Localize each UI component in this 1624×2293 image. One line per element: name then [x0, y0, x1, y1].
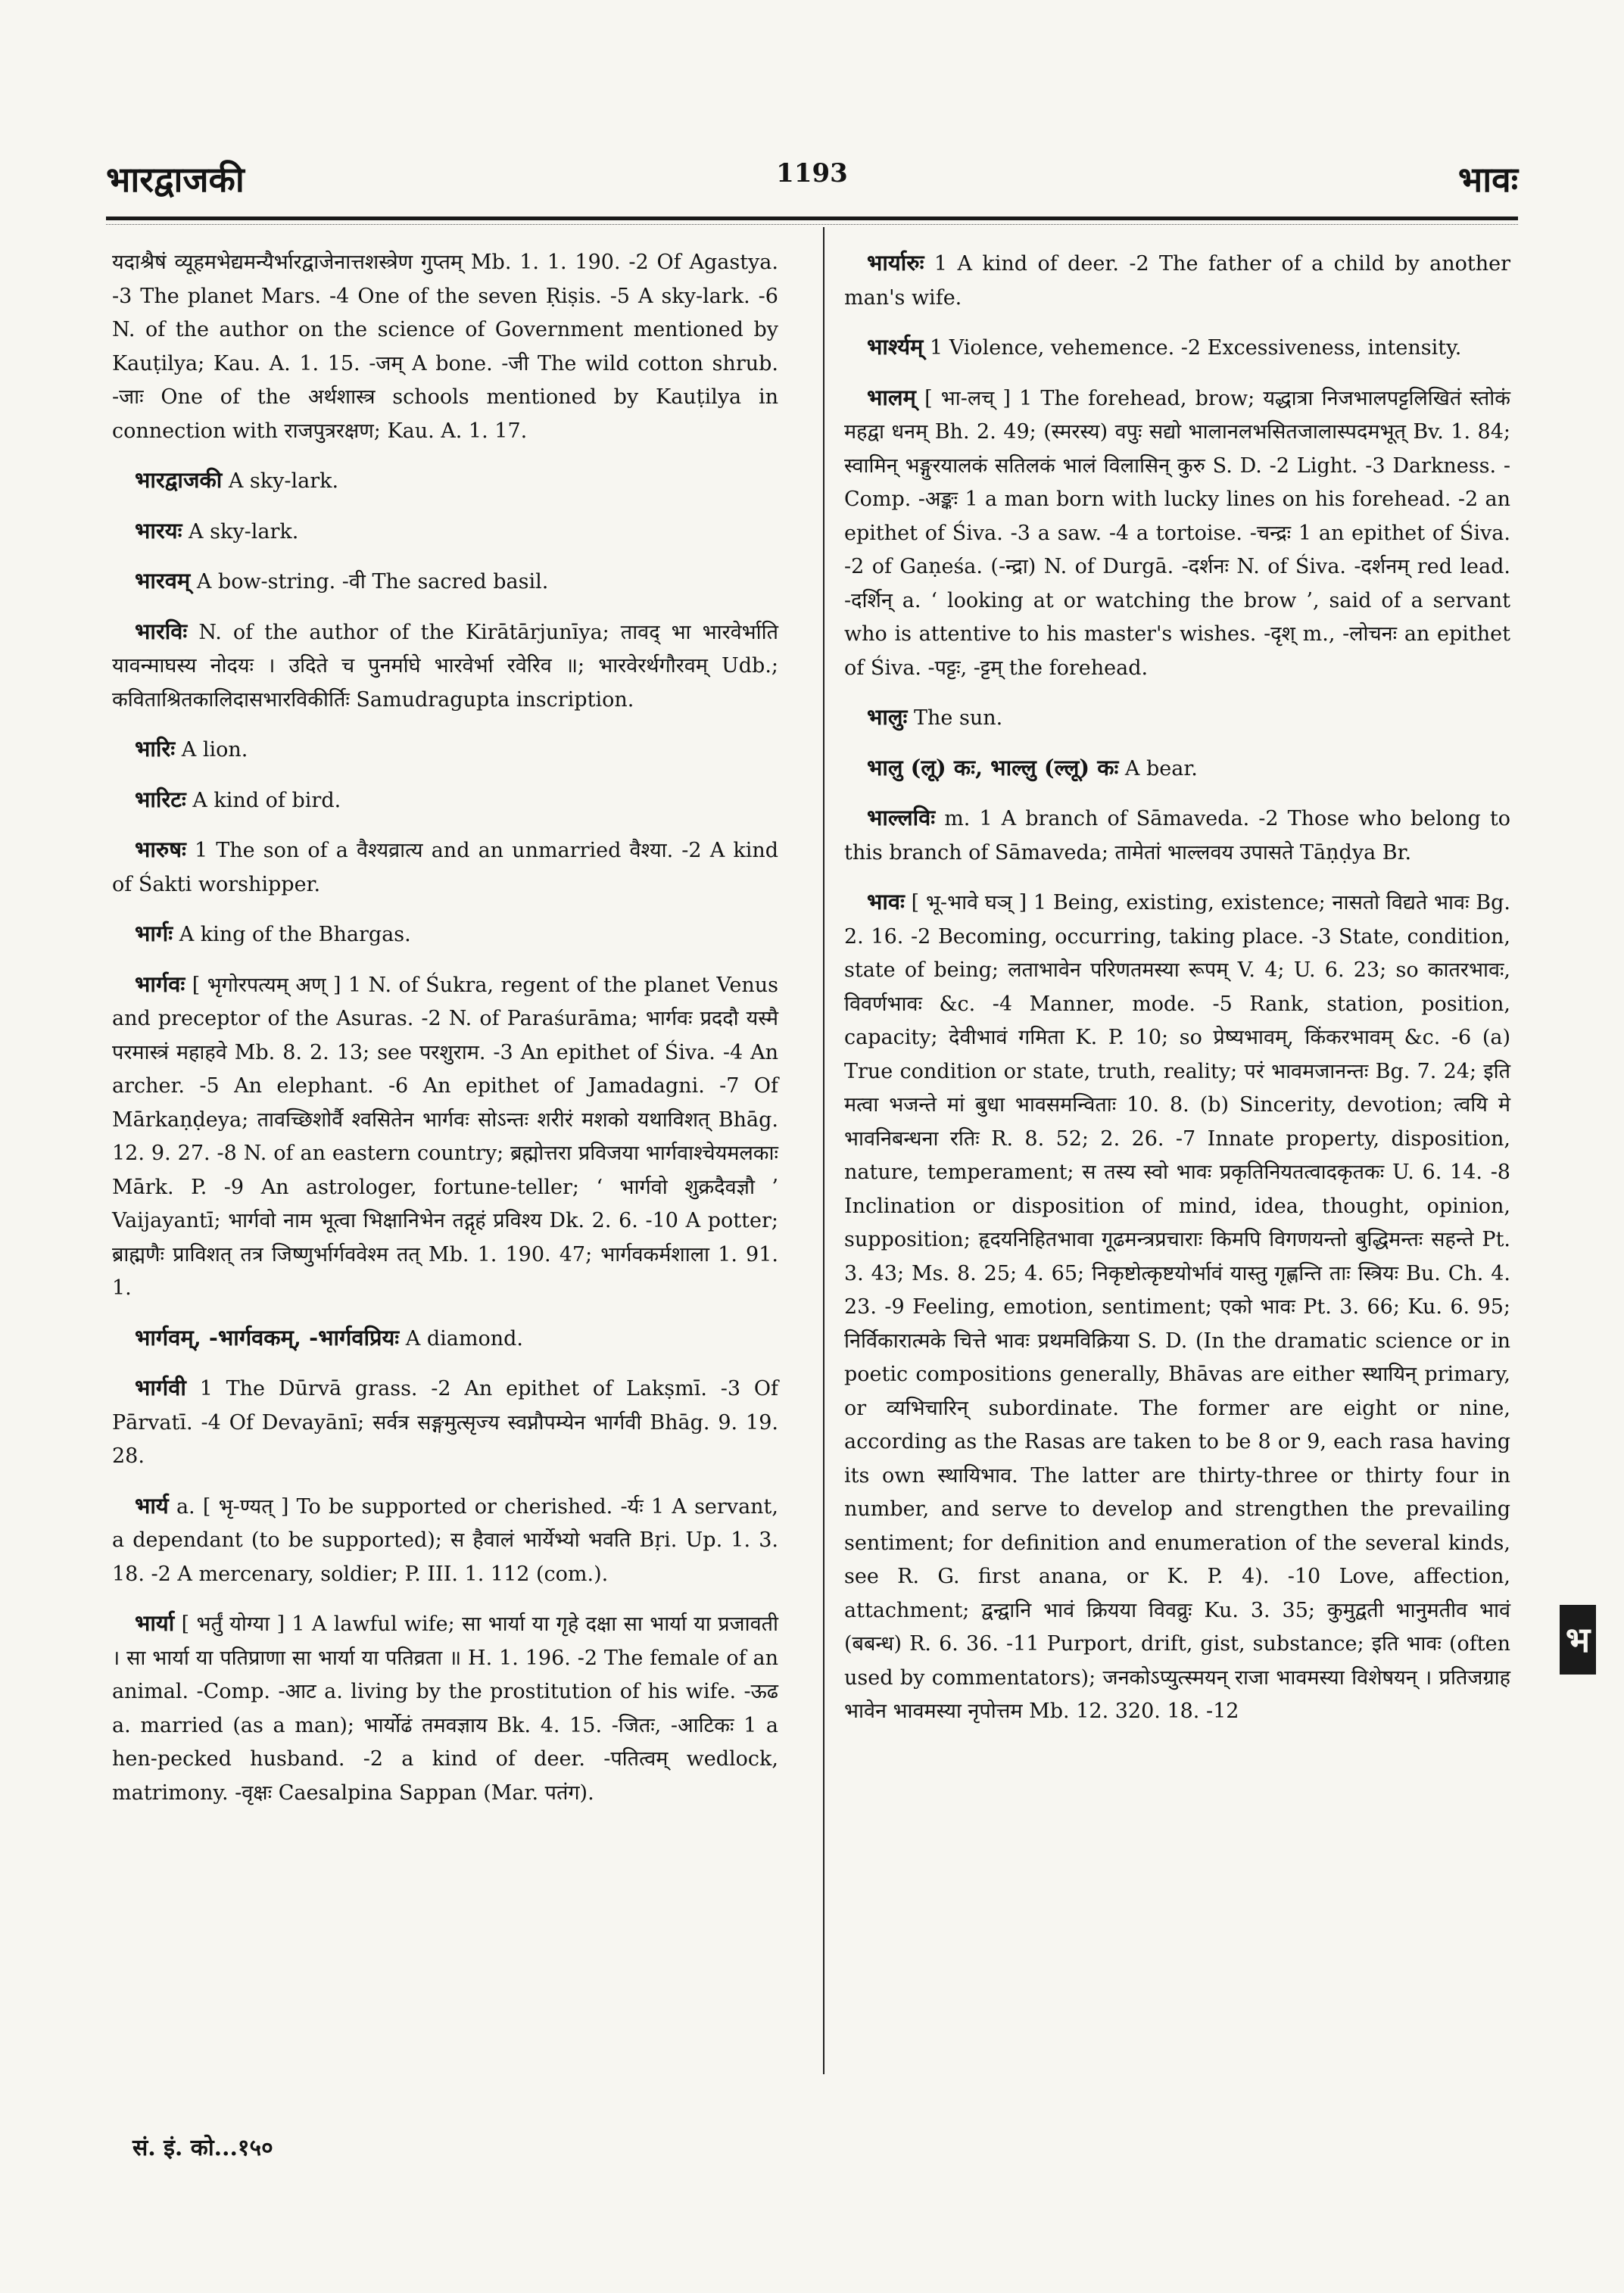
dictionary-entry [112, 615, 778, 718]
dictionary-entry [112, 917, 778, 952]
entry-headword: भार्गवी [135, 1375, 186, 1400]
entry-definition: [ भर्तुं योग्या ] 1 A lawful wife; सा भार्या या गृहे दक्षा सा भार्या या प्रजावती । सा भार्या या पतिप्राणा सा भार्या या पतिव्रता ॥ H. 1. 196. -2 The female of an animal. -Comp. -आट a. living by the prostitution of his wife. -ऊढ a. married (as a man); भार्योढं तमवज्ञाय Bk. 4. 15. -जितः, -आटिकः 1 a hen-pecked husband. -2 a kind of deer. -पतित्वम् wedlock, matrimony. -वृक्षः Caesalpina Sappan (Mar. पतंग). [112, 1612, 778, 1805]
entry-definition: 1 The Dūrvā grass. -2 An epithet of Lakṣmī. -3 Of Pārvatī. -4 Of Devayānī; सर्वत्र सङ्गमुत्सृज्य स्वप्नौपम्येन भार्गवी Bhāg. 9. 19. 28. [112, 1377, 778, 1468]
dictionary-entry [112, 246, 778, 448]
entry-definition: 1 The son of a वैश्यव्रात्य and an unmarried वैश्या. -2 A kind of Śakti worshipper. [112, 839, 779, 896]
header-rule [106, 217, 1518, 220]
entry-headword: भारद्वाजकी [135, 467, 223, 493]
thumb-index-tab: भ [1560, 1605, 1596, 1675]
dictionary-entry [112, 783, 778, 818]
entry-definition: A bow-string. -वी The sacred basil. [196, 570, 549, 594]
dictionary-entry [112, 463, 778, 499]
entry-definition: यदाश्रैषं व्यूहमभेद्यमन्यैर्भारद्वाजेनात्तशस्त्रेण गुप्तम् Mb. 1. 1. 190. -2 Of Agastya. -3 The planet Mars. -4 One of the seven Ṛiṣis. -5 A sky-lark. -6 N. of the author on the science of Government mentioned by Kauṭilya; Kau. A. 1. 15. -जम् A bone. -जी The wild cotton shrub. -जाः One of the अर्थशास्त्र schools mentioned by Kauṭilya in connection with राजपुत्ररक्षण; Kau. A. 1. 17. [112, 251, 778, 443]
entry-headword: भावः [867, 889, 905, 914]
entry-definition: N. of the author of the Kirātārjunīya; तावद् भा भारवेर्भाति यावन्माघस्य नोदयः । उदिते च पुनर्माघे भारवेर्भा रवेरिव ॥; भारवेरर्थगौरवम् Udb.; कविताश्रितकालिदासभारविकीर्तिः Samudragupta inscription. [112, 620, 778, 712]
entry-definition: The sun. [914, 706, 1003, 730]
left-column [112, 246, 778, 1825]
entry-headword: भार्यारुः [867, 250, 924, 276]
dictionary-entry [844, 381, 1510, 686]
entry-headword: भारवम् [135, 568, 191, 594]
guide-word-right: भावः [1457, 159, 1518, 200]
entry-headword: भारुषः [135, 837, 186, 862]
entry-headword: भारिः [135, 736, 176, 762]
entry-headword: भार्य [135, 1492, 169, 1519]
entry-definition: [ भू-भावे घञ् ] 1 Being, existing, existence; नासतो विद्यते भावः Bg. 2. 16. -2 Becoming, occurring, taking place. -3 State, condition, state of being; लताभावेन परिणतमस्या रूपम् V. 4; U. 6. 23; so कातरभावः, विवर्णभावः &c. -4 Manner, mode. -5 Rank, station, position, capacity; देवीभावं गमिता K. P. 10; so प्रेष्यभावम्, किंकरभावम् &c. -6 (a) True condition or state, truth, reality; परं भावमजानन्तः Bg. 7. 24; इति मत्वा भजन्ते मां बुधा भावसमन्विताः 10. 8. (b) Sincerity, devotion; त्वयि मे भावनिबन्धना रतिः R. 8. 52; 2. 26. -7 Innate property, disposition, nature, temperament; स तस्य स्वो भावः प्रकृतिनियतत्वादकृतकः U. 6. 14. -8 Inclination or disposition of mind, idea, thought, opinion, supposition; हृदयनिहितभावा गूढमन्त्रप्रचाराः किमपि विगणयन्तो बुद्धिमन्तः सहन्ते Pt. 3. 43; Ms. 8. 25; 4. 65; निकृष्टोत्कृष्टयोर्भावं यास्तु गृह्णन्ति ताः स्त्रियः Bu. Ch. 4. 23. -9 Feeling, emotion, sentiment; एको भावः Pt. 3. 66; Ku. 6. 95; निर्विकारात्मके चित्ते भावः प्रथमविक्रिया S. D. (In the dramatic science or in poetic compositions generally, Bhāvas are either स्थायिन् primary, or व्यभिचारिन् subordinate. The former are eight or nine, according as the Rasas are taken to be 8 or 9, each rasa having its own स्थायिभाव. The latter are thirty-three or thirty four in number, and serve to develop and strengthen the prevailing sentiment; for definition and enumeration of the several kinds, see R. G. first anana, or K. P. 4). -10 Love, affection, attachment; द्वन्द्वानि भावं क्रियया विवव्रुः Ku. 3. 35; कुमुद्वती भानुमतीव भावं (बबन्ध) R. 6. 36. -11 Purport, drift, gist, substance; इति भावः (often used by commentators); जनकोऽप्युत्स्मयन् राजा भावमस्या विशेषयन् । प्रतिजग्राह भावेन भावमस्या नृपोत्तम Mb. 12. 320. 18. -12 [844, 891, 1510, 1723]
page-number: 1193 [776, 158, 848, 188]
entry-headword: भारिटः [135, 786, 186, 812]
dictionary-entry [112, 1606, 778, 1810]
entry-definition: [ भा-लच् ] 1 The forehead, brow; यद्धात्रा निजभालपट्टलिखितं स्तोकं महद्वा धनम् Bh. 2. 49; (स्मरस्य) वपुः सद्यो भालानलभसितजालास्पदमभूत् Bv. 1. 84; स्वामिन् भङ्गुरयालकं सतिलकं भालं विलासिन् कुरु S. D. -2 Light. -3 Darkness. -Comp. -अङ्कः 1 a man born with lucky lines on his forehead. -2 an epithet of Śiva. -3 a saw. -4 a tortoise. -चन्द्रः 1 an epithet of Śiva. -2 of Gaṇeśa. (-न्द्रा) N. of Durgā. -दर्शनः N. of Śiva. -दर्शनम् red lead. -दर्शिन् a. ‘ looking at or watching the brow ’, said of a servant who is attentive to his master's wishes. -दृश् m., -लोचनः an epithet of Śiva. -पट्टः, -ट्टम् the forehead. [844, 386, 1510, 680]
dictionary-entry [112, 1371, 778, 1474]
guide-word-left: भारद्वाजकी [106, 159, 245, 200]
entry-definition: A bear. [1124, 756, 1198, 780]
entry-definition: 1 Violence, vehemence. -2 Excessiveness, intensity. [929, 336, 1462, 360]
dictionary-entry [112, 732, 778, 768]
header-rule-dotted [106, 224, 1518, 225]
dictionary-entry [844, 246, 1510, 315]
entry-definition: 1 A kind of deer. -2 The father of a child by another man's wife. [844, 252, 1510, 310]
entry-definition: A sky-lark. [228, 469, 339, 493]
entry-definition: a. [ भृ-ण्यत् ] To be supported or cherished. -र्यः 1 A servant, a dependant (to be supported); स हैवालं भार्येभ्यो भवति Bṛi. Up. 1. 3. 18. -2 A mercenary, soldier; P. III. 1. 112 (com.). [112, 1494, 778, 1586]
dictionary-entry [112, 1489, 778, 1592]
entry-headword: भार्श्यम् [867, 334, 924, 360]
entry-definition: A king of the Bhargas. [179, 923, 411, 946]
dictionary-entry [112, 1321, 778, 1357]
dictionary-entry [112, 514, 778, 550]
dictionary-entry [112, 564, 778, 600]
entry-headword: भारविः [135, 618, 188, 644]
entry-definition: [ भृगोरपत्यम् अण् ] 1 N. of Śukra, regent of the planet Venus and preceptor of the Asuras. -2 N. of Paraśurāma; भार्गवः प्रददौ यस्मै परमास्त्रं महाहवे Mb. 8. 2. 13; see परशुराम. -3 An epithet of Śiva. -4 An archer. -5 An elephant. -6 An epithet of Jamadagni. -7 Of Mārkaṇḍeya; तावच्छिशोर्वै श्वसितेन भार्गवः सोऽन्तः शरीरं मशको यथाविशत् Bhāg. 12. 9. 27. -8 N. of an eastern country; ब्रह्मोत्तरा प्रविजया भार्गवाश्चेयमलकाः Mārk. P. -9 An astrologer, fortune-teller; ‘ भार्गवो शुक्रदैवज्ञौ ’ Vaijayantī; भार्गवो नाम भूत्वा भिक्षानिभेन तद्गृहं प्रविश्य Dk. 2. 6. -10 A potter; ब्राह्मणैः प्राविशत् तत्र जिष्णुर्भार्गववेश्म तत् Mb. 1. 190. 47; भार्गवकर्मशाला 1. 91. 1. [112, 973, 779, 1300]
column-divider [823, 227, 824, 2074]
entry-headword: भाल्लविः [867, 805, 936, 830]
entry-definition: A diamond. [405, 1326, 523, 1351]
entry-headword: भार्गवः [135, 970, 185, 997]
entry-definition: A kind of bird. [192, 788, 341, 812]
entry-headword: भालु (लू) कः, भाल्लु (ल्लू) कः [867, 754, 1119, 780]
entry-headword: भारयः [135, 517, 182, 544]
entry-headword: भालम् [867, 384, 916, 410]
dictionary-entry [844, 751, 1510, 787]
dictionary-entry [112, 967, 778, 1306]
dictionary-entry [844, 801, 1510, 870]
entry-definition: m. 1 A branch of Sāmaveda. -2 Those who belong to this branch of Sāmaveda; तामेतां भाल्लवय उपासते Tāṇḍya Br. [844, 807, 1510, 865]
entry-headword: भार्गः [135, 921, 173, 946]
entry-definition: A sky-lark. [189, 519, 299, 544]
dictionary-entry [112, 833, 778, 902]
dictionary-entry [844, 700, 1510, 736]
entry-headword: भालुः [867, 704, 908, 730]
signature-mark: सं. इं. को...१५० [132, 2135, 273, 2161]
dictionary-entry [844, 330, 1510, 366]
entry-definition: A lion. [181, 738, 248, 762]
entry-headword: भार्या [135, 1610, 175, 1636]
right-column [844, 246, 1510, 1744]
dictionary-entry [844, 885, 1510, 1729]
entry-headword: भार्गवम्, -भार्गवकम्, -भार्गवप्रियः [135, 1324, 400, 1351]
page-header [106, 155, 1518, 208]
